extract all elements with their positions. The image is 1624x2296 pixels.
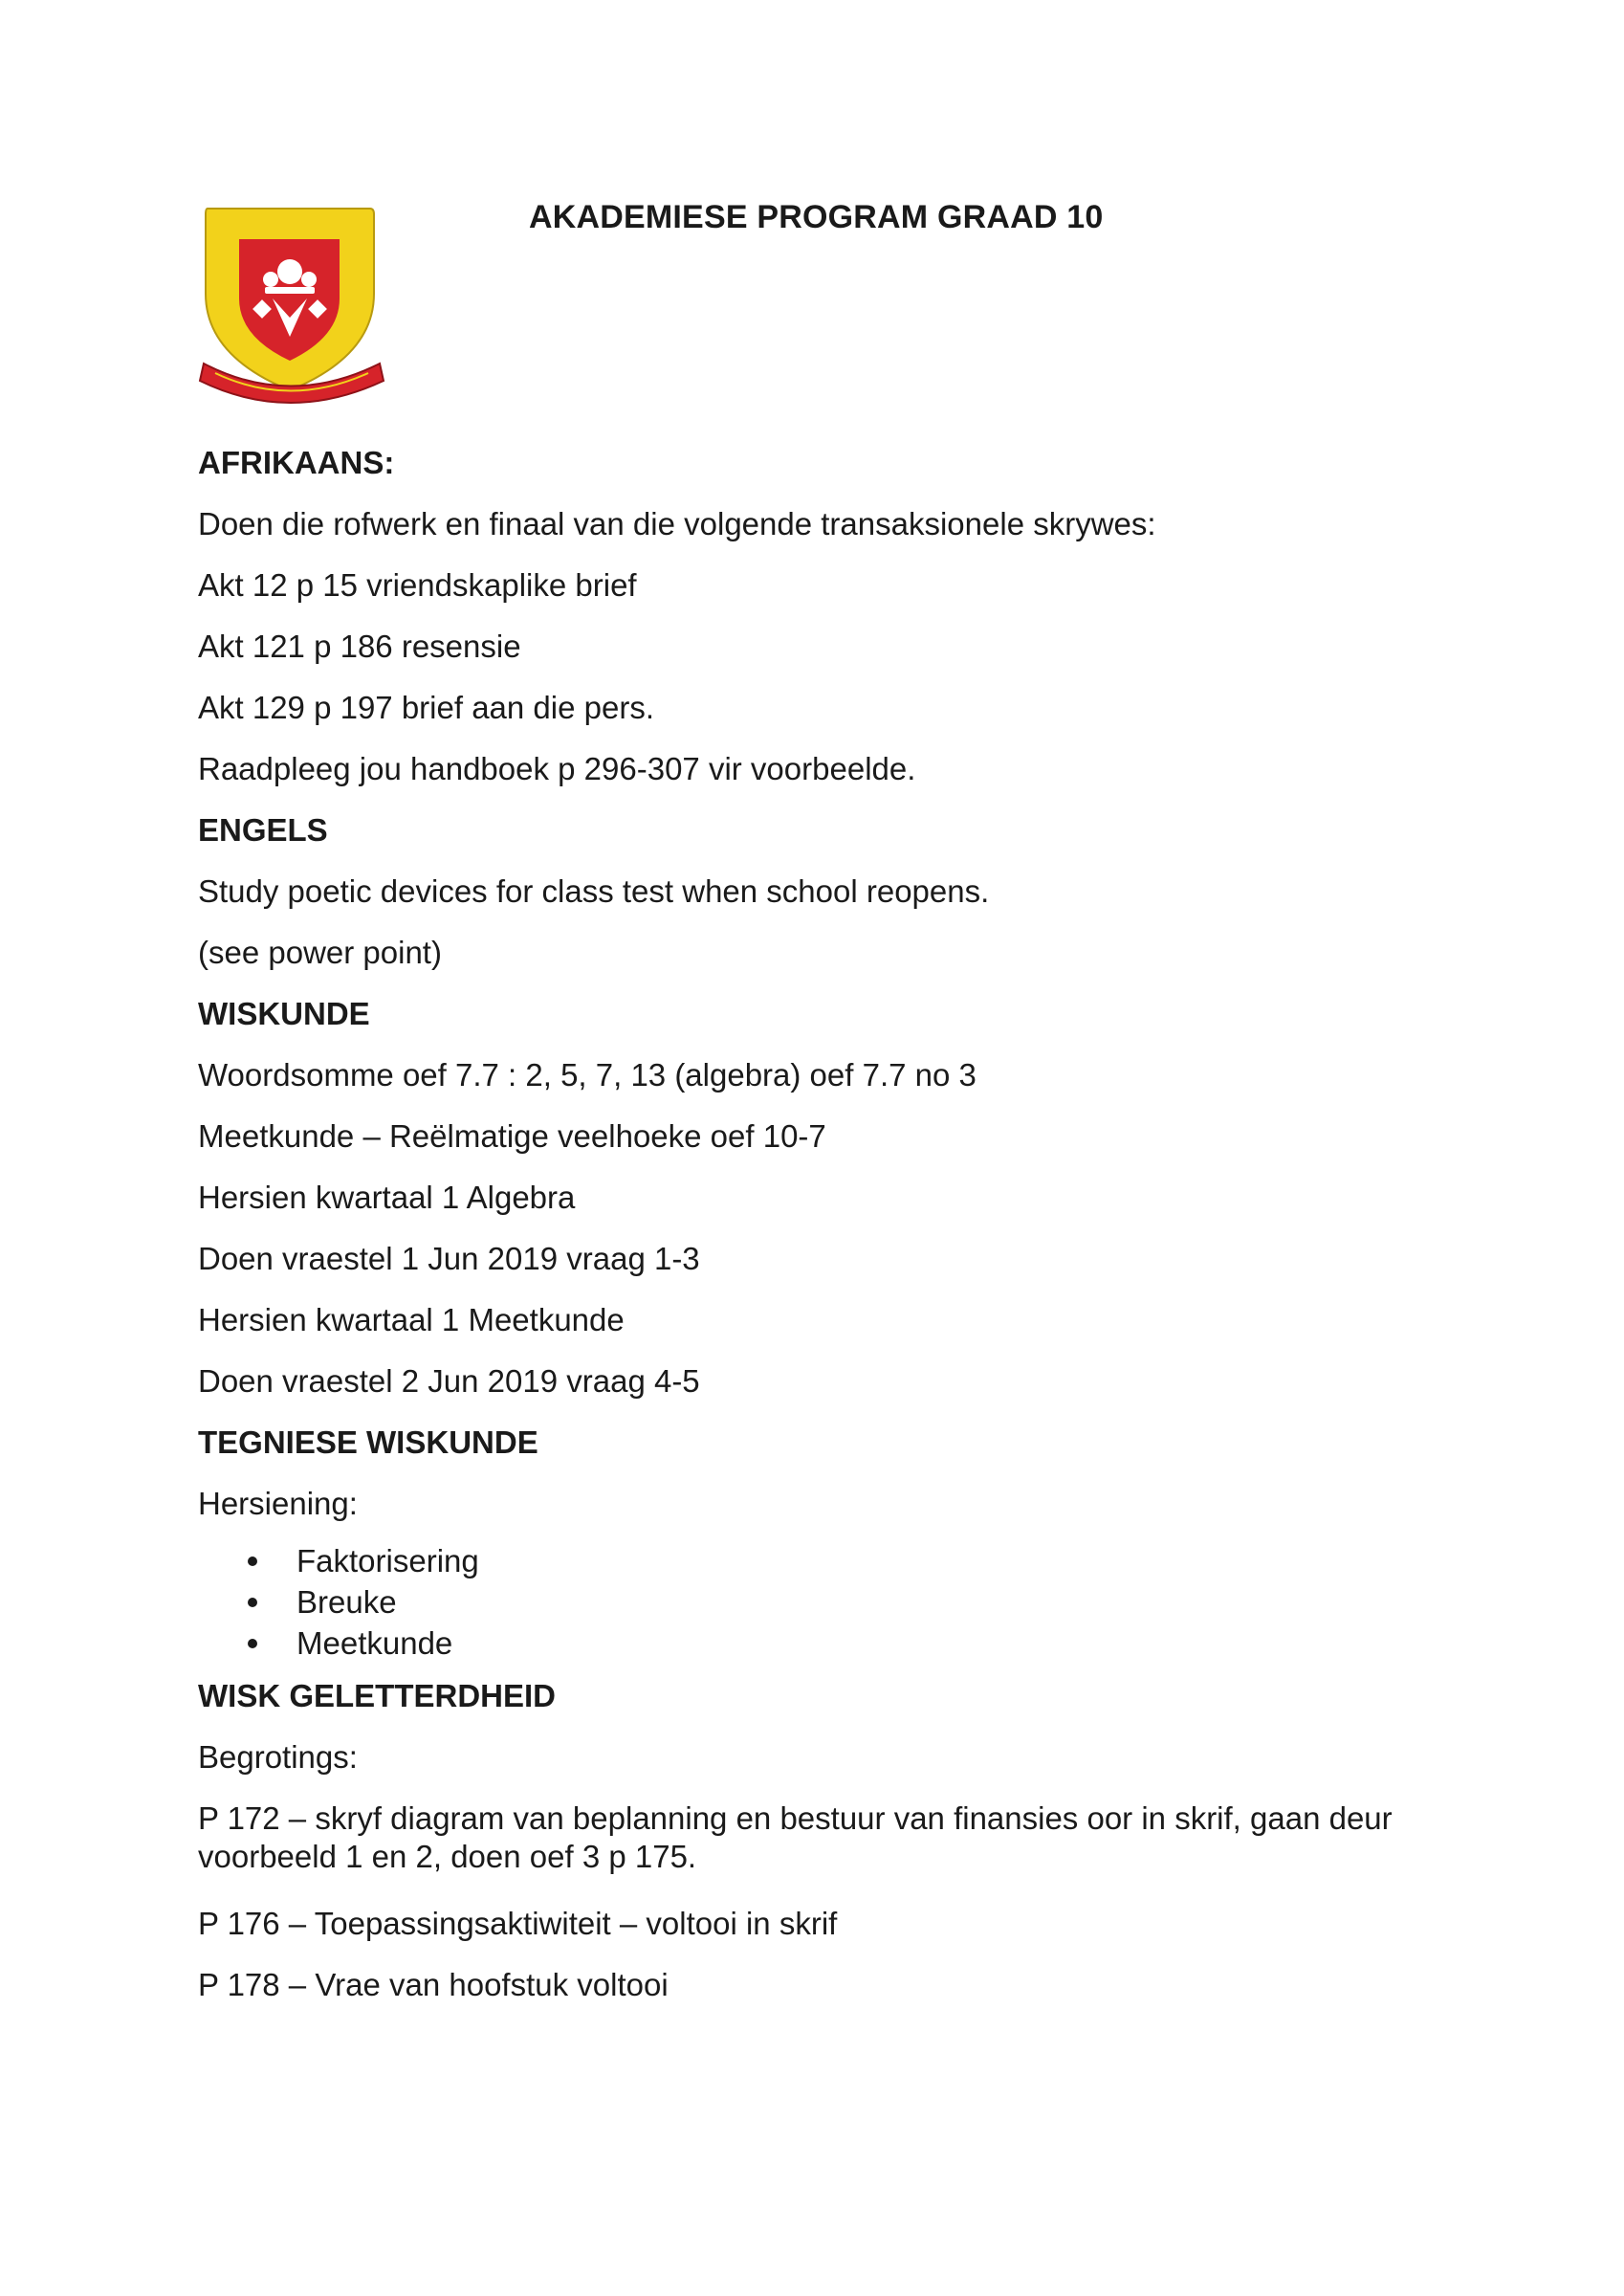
list-item [198,1540,1441,1581]
bullet-icon [248,1556,257,1566]
engels-line: Study poetic devices for class test when school reopens. [198,873,990,909]
bullet-icon [248,1639,257,1648]
bullet-icon [248,1598,257,1607]
afrikaans-line: Akt 12 p 15 vriendskaplike brief [198,567,637,603]
tegniese-bullet-list [198,1540,1441,1664]
wiskunde-line: Meetkunde – Reëlmatige veelhoeke oef 10-7 [198,1118,826,1154]
section-heading-afrikaans: AFRIKAANS: [198,445,395,480]
list-item-text: Faktorisering [296,1543,479,1578]
list-item-text: Breuke [296,1584,397,1620]
wiskunde-line: Hersien kwartaal 1 Meetkunde [198,1302,625,1337]
afrikaans-line: Raadpleeg jou handboek p 296-307 vir voorbeelde. [198,751,916,786]
document-body [198,438,1441,2021]
geletterdheid-intro: Begrotings: [198,1739,358,1775]
list-item-text: Meetkunde [296,1625,453,1661]
document-title: AKADEMIESE PROGRAM GRAAD 10 [529,199,1104,235]
geletterdheid-paragraph: P 172 – skryf diagram van beplanning en bestuur van finansies oor in skrif, gaan deur voorbeeld 1 en 2, doen oef 3 p 175. [198,1800,1393,1874]
tegniese-intro: Hersiening: [198,1486,358,1521]
section-heading-tegniese-wiskunde: TEGNIESE WISKUNDE [198,1424,538,1460]
section-heading-engels: ENGELS [198,812,328,848]
wiskunde-line: Doen vraestel 2 Jun 2019 vraag 4-5 [198,1363,700,1399]
section-heading-wisk-geletterdheid: WISK GELETTERDHEID [198,1678,557,1713]
wiskunde-line: Woordsomme oef 7.7 : 2, 5, 7, 13 (algebra) oef 7.7 no 3 [198,1057,977,1093]
afrikaans-line: Doen die rofwerk en finaal van die volgende transaksionele skrywes: [198,506,1156,541]
wiskunde-line: Hersien kwartaal 1 Algebra [198,1180,576,1215]
crest-shield-icon [196,203,387,408]
list-item [198,1623,1441,1664]
wiskunde-line: Doen vraestel 1 Jun 2019 vraag 1-3 [198,1241,700,1276]
school-crest-logo [196,203,387,408]
geletterdheid-line: P 178 – Vrae van hoofstuk voltooi [198,1967,669,2002]
engels-line: (see power point) [198,935,442,970]
section-heading-wiskunde: WISKUNDE [198,996,370,1031]
afrikaans-line: Akt 121 p 186 resensie [198,629,521,664]
list-item [198,1581,1441,1623]
afrikaans-line: Akt 129 p 197 brief aan die pers. [198,690,654,725]
geletterdheid-line: P 176 – Toepassingsaktiwiteit – voltooi in skrif [198,1906,838,1941]
